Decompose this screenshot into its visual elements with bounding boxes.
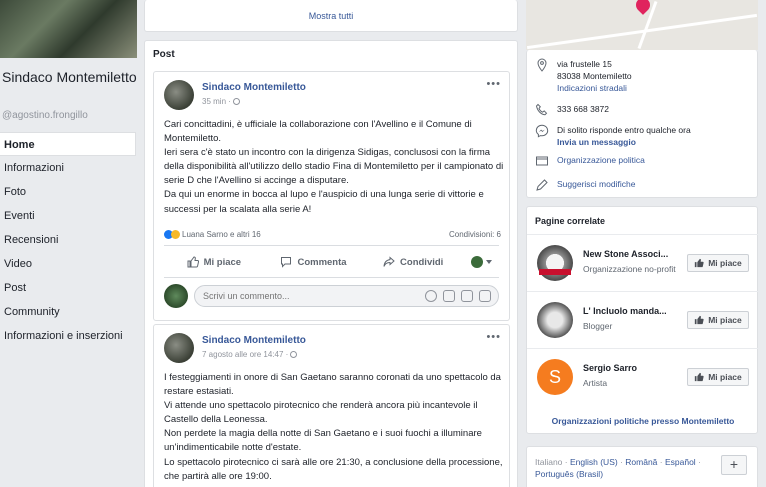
like-label[interactable]: Mi piace [203,256,242,268]
reactions-text[interactable]: Luana Sarno e altri 16 [182,230,261,239]
post-body [164,371,504,484]
like-page-button[interactable] [687,254,749,272]
gif-icon[interactable] [461,290,473,302]
author-avatar[interactable] [164,80,194,110]
category-row [535,154,645,168]
nav-item-recensioni[interactable]: Recensioni [4,234,59,246]
related-page-name[interactable]: New Stone Associ... [583,249,669,259]
author-avatar[interactable] [164,333,194,363]
post-time-text[interactable]: 35 min · [202,97,231,106]
language-link[interactable]: Română [625,457,658,467]
post-actions [164,250,499,274]
related-page-name[interactable]: Sergio Sarro [583,363,638,373]
related-page-category: Artista [583,378,608,388]
commenter-avatar [164,284,188,308]
messenger-row [535,124,691,148]
like-page-label[interactable]: Mi piace [708,315,742,325]
related-page-avatar[interactable]: S [537,359,573,395]
related-pages-title: Pagine correlate [535,216,606,226]
thumbs-up-icon [694,315,704,325]
category-link[interactable]: Organizzazione politica [557,155,645,165]
page-avatar-small [471,256,483,268]
related-page-item [527,234,759,290]
more-options-icon[interactable]: ••• [486,78,501,90]
language-link[interactable]: Español [664,457,696,467]
nav-item-community[interactable]: Community [4,306,60,318]
thumbs-up-icon [694,258,704,268]
wow-reaction-icon [171,230,180,239]
page-info-card [526,50,758,198]
like-page-button[interactable] [687,368,749,386]
phone-row [535,103,609,117]
globe-icon [233,98,240,105]
chevron-down-icon [486,260,492,264]
post-paragraph: Non perdete la magia della notte di San Gaetano e i suoi fuochi a illuminare un'indimenticabile notte d'estate. [164,428,482,454]
language-link[interactable]: English (US) [569,457,618,467]
post-body [164,118,504,217]
comment-tools [425,290,491,302]
share-button[interactable] [363,256,463,268]
pencil-icon [535,178,549,192]
post-timestamp[interactable] [202,97,240,106]
thumbs-up-icon [187,256,199,268]
related-page-name[interactable]: L' Incluolo manda... [583,306,667,316]
related-page-category: Blogger [583,321,613,331]
language-link[interactable]: Português (Brasil) [535,469,604,479]
comment-label[interactable]: Commenta [297,256,347,268]
camera-icon[interactable] [443,290,455,302]
sticker-icon[interactable] [479,290,491,302]
phone-icon [535,103,549,117]
messenger-icon [535,124,549,138]
location-map[interactable] [526,0,758,50]
page-selector-button[interactable] [463,256,499,268]
divider [164,277,499,278]
address-line1: via frustelle 15 [557,59,612,69]
shares-count[interactable]: Condivisioni: 6 [448,230,501,239]
posts-section [144,40,518,487]
globe-icon [290,351,297,358]
category-icon [535,154,549,168]
suggest-edits-link[interactable]: Suggerisci modifiche [557,179,636,189]
left-column [0,0,140,487]
comment-button[interactable] [264,256,364,268]
post-paragraph: Ieri sera c'è stato un incontro con la dirigenza Sidigas, conclusosi con la firma della disponibilità all'utilizzo dello stadio Fina di Montemiletto per il campionato di serie D che l'Avellino si accinge a disputare. [164,147,504,187]
nav-item-info-ads[interactable]: Informazioni e inserzioni [4,330,123,342]
address-row [535,58,632,94]
directions-link[interactable]: Indicazioni stradali [557,83,627,93]
more-options-icon[interactable]: ••• [486,331,501,343]
divider [164,245,499,246]
nav-item-post[interactable]: Post [4,282,27,294]
post-author[interactable]: Sindaco Montemiletto [202,335,306,346]
share-label[interactable]: Condividi [400,256,444,268]
page-handle: @agostino.frongillo [2,110,88,121]
nav-item-foto[interactable]: Foto [4,186,27,198]
add-language-button[interactable]: + [721,455,747,475]
like-button[interactable] [164,256,264,268]
like-page-button[interactable] [687,311,749,329]
post-timestamp[interactable] [202,350,297,359]
page-nav [0,132,136,348]
language-card [526,446,758,487]
emoji-icon[interactable] [425,290,437,302]
related-page-item [527,348,759,404]
comment-composer [164,282,499,308]
related-pages-card [526,206,758,434]
nav-item-eventi[interactable]: Eventi [4,210,35,222]
post [153,324,510,487]
response-time: Di solito risponde entro qualche ora [557,125,691,135]
reactions-summary[interactable] [164,229,261,241]
post [153,71,510,321]
related-page-avatar[interactable] [537,245,573,281]
send-message-link[interactable]: Invia un messaggio [557,137,636,147]
posts-section-title: Post [153,49,175,60]
related-page-avatar[interactable] [537,302,573,338]
related-pages-footer-link[interactable]: Organizzazioni politiche presso Montemiletto [551,416,735,426]
related-page-category: Organizzazione no-profit [583,264,676,274]
like-page-label[interactable]: Mi piace [708,372,742,382]
post-paragraph: Lo spettacolo pirotecnico ci sarà alle ore 21:30, a conclusione della processione, che partirà alle ore 19:00. [164,456,503,482]
nav-item-informazioni[interactable]: Informazioni [4,162,64,174]
post-time-text[interactable]: 7 agosto alle ore 14:47 · [202,350,289,359]
phone-number[interactable]: 333 668 3872 [557,104,609,114]
language-list: Italiano · English (US) · Română · Español · Português (Brasil) [535,457,701,479]
related-page-item [527,291,759,347]
suggest-edits-row [535,178,635,192]
post-paragraph: Da qui un enorme in bocca al lupo e l'auspicio di una lunga serie di vittorie e successi per la scalata alla serie A! [164,189,484,215]
post-paragraph: I festeggiamenti in onore di San Gaetano saranno coronati da uno spettacolo da restare estasiati. [164,372,501,398]
post-paragraph: Cari concittadini, è ufficiale la collaborazione con l'Avellino e il Comune di Montemiletto. [164,119,472,145]
show-all-link[interactable]: Mostra tutti [308,11,354,21]
comment-icon [280,256,292,268]
cover-photo[interactable] [0,0,137,58]
photos-card [144,0,518,32]
current-language: Italiano [535,457,563,467]
address-line2: 83038 Montemiletto [557,71,632,81]
like-page-label[interactable]: Mi piace [708,258,742,268]
thumbs-up-icon [694,372,704,382]
post-author[interactable]: Sindaco Montemiletto [202,82,306,93]
location-icon [535,58,549,72]
post-paragraph: Vi attende uno spettacolo pirotecnico che renderà ancora più incantevole il Castello della Leonessa. [164,400,478,426]
nav-item-home[interactable]: Home [0,132,136,156]
share-icon [383,256,395,268]
nav-item-video[interactable]: Video [4,258,32,270]
page-title[interactable]: Sindaco Montemiletto [2,69,137,85]
